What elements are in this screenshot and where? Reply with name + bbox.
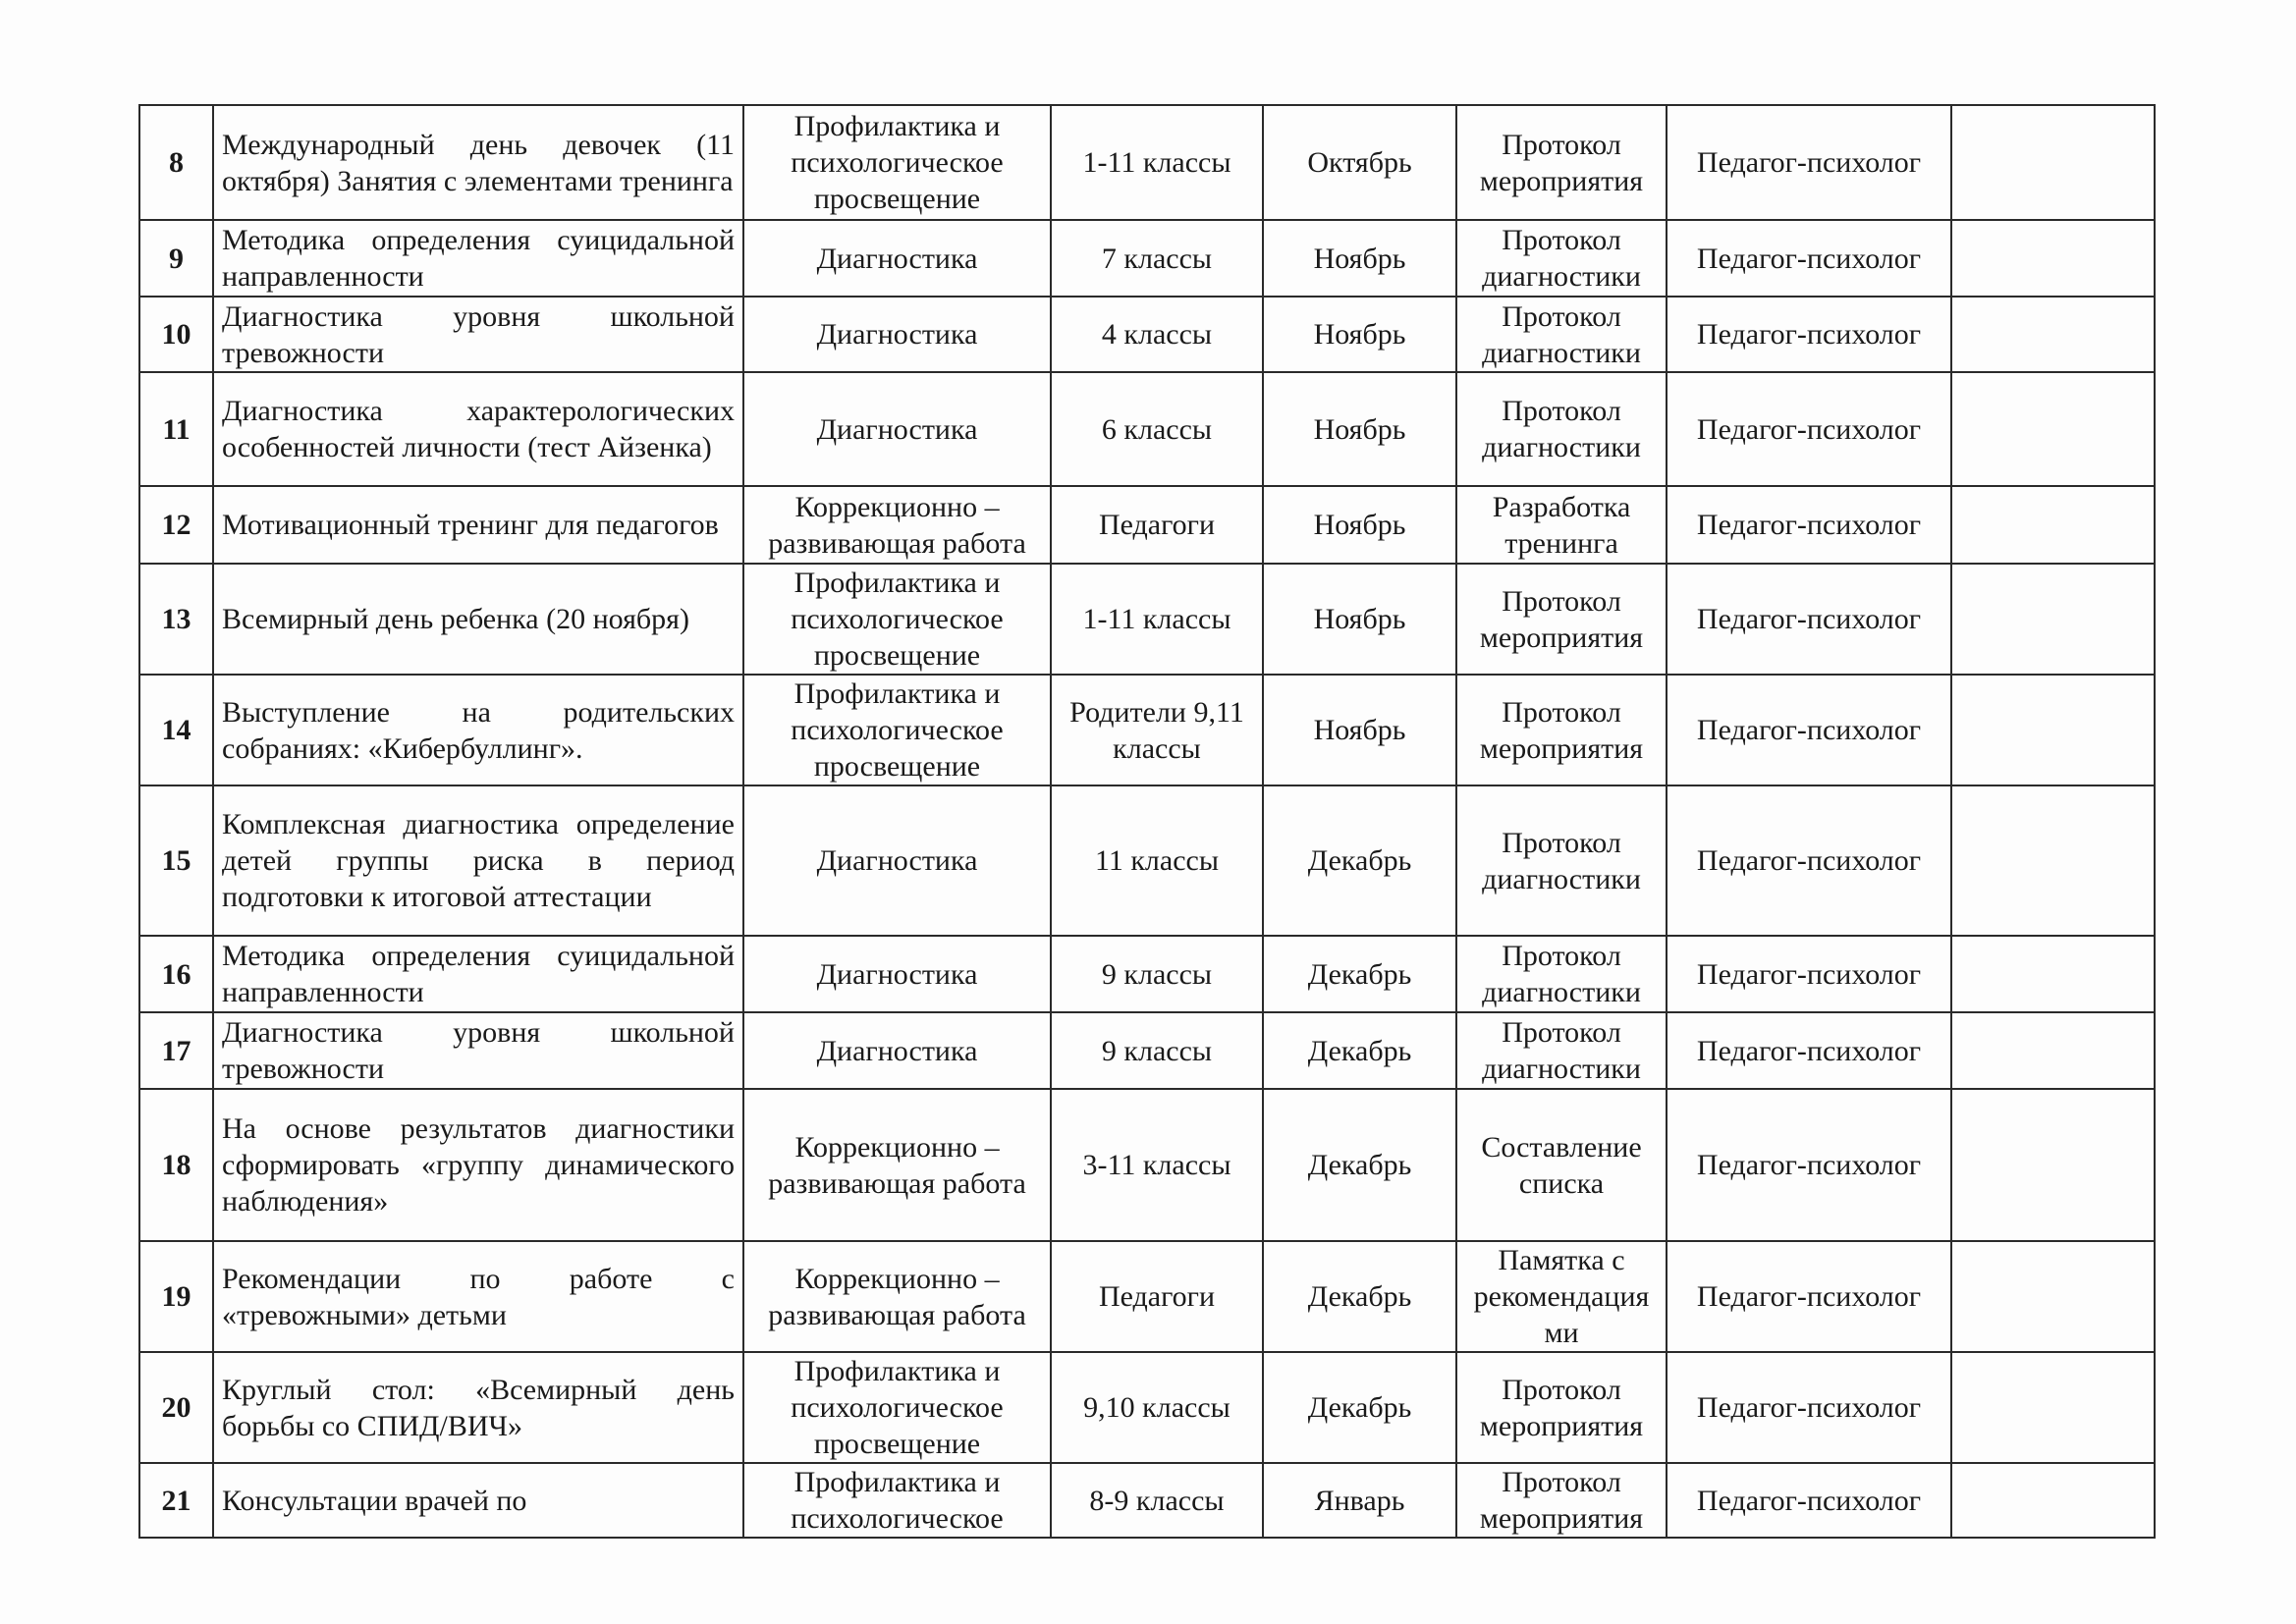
due-date: Декабрь [1263, 936, 1456, 1012]
due-date: Октябрь [1263, 105, 1456, 220]
work-direction: Диагностика [743, 297, 1051, 372]
result-form: Протокол диагностики [1456, 372, 1667, 486]
due-date: Декабрь [1263, 1352, 1456, 1463]
completion-mark [1951, 105, 2155, 220]
due-date: Ноябрь [1263, 297, 1456, 372]
responsible: Педагог-психолог [1667, 372, 1951, 486]
completion-mark [1951, 1012, 2155, 1089]
row-number: 14 [139, 675, 213, 785]
participants: 4 классы [1051, 297, 1263, 372]
participants: 1-11 классы [1051, 105, 1263, 220]
participants: 9,10 классы [1051, 1352, 1263, 1463]
result-form: Протокол диагностики [1456, 936, 1667, 1012]
work-direction: Коррекционно – развивающая работа [743, 1089, 1051, 1241]
row-number: 8 [139, 105, 213, 220]
participants: 9 классы [1051, 936, 1263, 1012]
completion-mark [1951, 1463, 2155, 1538]
table-row [139, 486, 2155, 564]
due-date: Декабрь [1263, 1241, 1456, 1352]
plan-table [138, 104, 2156, 1539]
activity-description: Комплексная диагностика определение детей группы риска в период подготовки к итоговой аттестации [213, 785, 743, 936]
table-row [139, 372, 2155, 486]
completion-mark [1951, 220, 2155, 297]
due-date: Январь [1263, 1463, 1456, 1538]
row-number: 21 [139, 1463, 213, 1538]
result-form: Разработка тренинга [1456, 486, 1667, 564]
result-form: Протокол мероприятия [1456, 105, 1667, 220]
activity-description: Международный день девочек (11 октября) Занятия с элементами тренинга [213, 105, 743, 220]
activity-description: Мотивационный тренинг для педагогов [213, 486, 743, 564]
result-form: Протокол диагностики [1456, 297, 1667, 372]
table-row [139, 1012, 2155, 1089]
participants: 7 классы [1051, 220, 1263, 297]
due-date: Ноябрь [1263, 372, 1456, 486]
work-direction: Профилактика и психологическое просвещение [743, 564, 1051, 675]
work-direction: Профилактика и психологическое [743, 1463, 1051, 1538]
responsible: Педагог-психолог [1667, 1352, 1951, 1463]
completion-mark [1951, 936, 2155, 1012]
work-direction: Профилактика и психологическое просвещение [743, 105, 1051, 220]
responsible: Педагог-психолог [1667, 1089, 1951, 1241]
due-date: Ноябрь [1263, 486, 1456, 564]
participants: 1-11 классы [1051, 564, 1263, 675]
row-number: 17 [139, 1012, 213, 1089]
table-row [139, 1352, 2155, 1463]
result-form: Протокол диагностики [1456, 220, 1667, 297]
due-date: Декабрь [1263, 1089, 1456, 1241]
responsible: Педагог-психолог [1667, 105, 1951, 220]
due-date: Ноябрь [1263, 564, 1456, 675]
work-direction: Диагностика [743, 220, 1051, 297]
due-date: Декабрь [1263, 785, 1456, 936]
activity-description: Методика определения суицидальной направленности [213, 936, 743, 1012]
row-number: 9 [139, 220, 213, 297]
table-row [139, 936, 2155, 1012]
result-form: Составление списка [1456, 1089, 1667, 1241]
work-direction: Диагностика [743, 936, 1051, 1012]
result-form: Протокол мероприятия [1456, 675, 1667, 785]
completion-mark [1951, 675, 2155, 785]
table-row [139, 105, 2155, 220]
due-date: Ноябрь [1263, 675, 1456, 785]
due-date: Ноябрь [1263, 220, 1456, 297]
completion-mark [1951, 1241, 2155, 1352]
result-form: Протокол диагностики [1456, 1012, 1667, 1089]
work-direction: Профилактика и психологическое просвещение [743, 1352, 1051, 1463]
activity-description: Диагностика уровня школьной тревожности [213, 297, 743, 372]
responsible: Педагог-психолог [1667, 936, 1951, 1012]
row-number: 20 [139, 1352, 213, 1463]
participants: 9 классы [1051, 1012, 1263, 1089]
responsible: Педагог-психолог [1667, 486, 1951, 564]
row-number: 16 [139, 936, 213, 1012]
activity-description: Методика определения суицидальной направленности [213, 220, 743, 297]
work-direction: Диагностика [743, 372, 1051, 486]
participants: Педагоги [1051, 1241, 1263, 1352]
responsible: Педагог-психолог [1667, 675, 1951, 785]
row-number: 10 [139, 297, 213, 372]
participants: 8-9 классы [1051, 1463, 1263, 1538]
work-direction: Диагностика [743, 785, 1051, 936]
activity-description: Диагностика уровня школьной тревожности [213, 1012, 743, 1089]
responsible: Педагог-психолог [1667, 564, 1951, 675]
responsible: Педагог-психолог [1667, 220, 1951, 297]
activity-description: Круглый стол: «Всемирный день борьбы со СПИД/ВИЧ» [213, 1352, 743, 1463]
result-form: Памятка с рекомендация ми [1456, 1241, 1667, 1352]
table-row [139, 220, 2155, 297]
table-row [139, 297, 2155, 372]
activity-description: Рекомендации по работе с «тревожными» детьми [213, 1241, 743, 1352]
plan-table-body [139, 105, 2155, 1538]
work-direction: Диагностика [743, 1012, 1051, 1089]
table-row [139, 1241, 2155, 1352]
participants: 6 классы [1051, 372, 1263, 486]
table-row [139, 675, 2155, 785]
completion-mark [1951, 1089, 2155, 1241]
activity-description: Выступление на родительских собраниях: «Кибербуллинг». [213, 675, 743, 785]
result-form: Протокол мероприятия [1456, 1352, 1667, 1463]
due-date: Декабрь [1263, 1012, 1456, 1089]
work-direction: Профилактика и психологическое просвещение [743, 675, 1051, 785]
row-number: 13 [139, 564, 213, 675]
completion-mark [1951, 1352, 2155, 1463]
completion-mark [1951, 564, 2155, 675]
result-form: Протокол мероприятия [1456, 1463, 1667, 1538]
responsible: Педагог-психолог [1667, 785, 1951, 936]
responsible: Педагог-психолог [1667, 1463, 1951, 1538]
row-number: 11 [139, 372, 213, 486]
participants: 3-11 классы [1051, 1089, 1263, 1241]
completion-mark [1951, 297, 2155, 372]
completion-mark [1951, 372, 2155, 486]
responsible: Педагог-психолог [1667, 297, 1951, 372]
activity-description: Диагностика характерологических особенностей личности (тест Айзенка) [213, 372, 743, 486]
participants: 11 классы [1051, 785, 1263, 936]
row-number: 19 [139, 1241, 213, 1352]
completion-mark [1951, 785, 2155, 936]
table-row [139, 564, 2155, 675]
table-row [139, 785, 2155, 936]
activity-description: На основе результатов диагностики сформировать «группу динамического наблюдения» [213, 1089, 743, 1241]
row-number: 18 [139, 1089, 213, 1241]
result-form: Протокол диагностики [1456, 785, 1667, 936]
responsible: Педагог-психолог [1667, 1241, 1951, 1352]
activity-description: Всемирный день ребенка (20 ноября) [213, 564, 743, 675]
participants: Педагоги [1051, 486, 1263, 564]
row-number: 12 [139, 486, 213, 564]
completion-mark [1951, 486, 2155, 564]
activity-description: Консультации врачей по [213, 1463, 743, 1538]
table-row [139, 1089, 2155, 1241]
responsible: Педагог-психолог [1667, 1012, 1951, 1089]
participants: Родители 9,11 классы [1051, 675, 1263, 785]
row-number: 15 [139, 785, 213, 936]
table-row [139, 1463, 2155, 1538]
work-direction: Коррекционно – развивающая работа [743, 486, 1051, 564]
work-direction: Коррекционно – развивающая работа [743, 1241, 1051, 1352]
result-form: Протокол мероприятия [1456, 564, 1667, 675]
